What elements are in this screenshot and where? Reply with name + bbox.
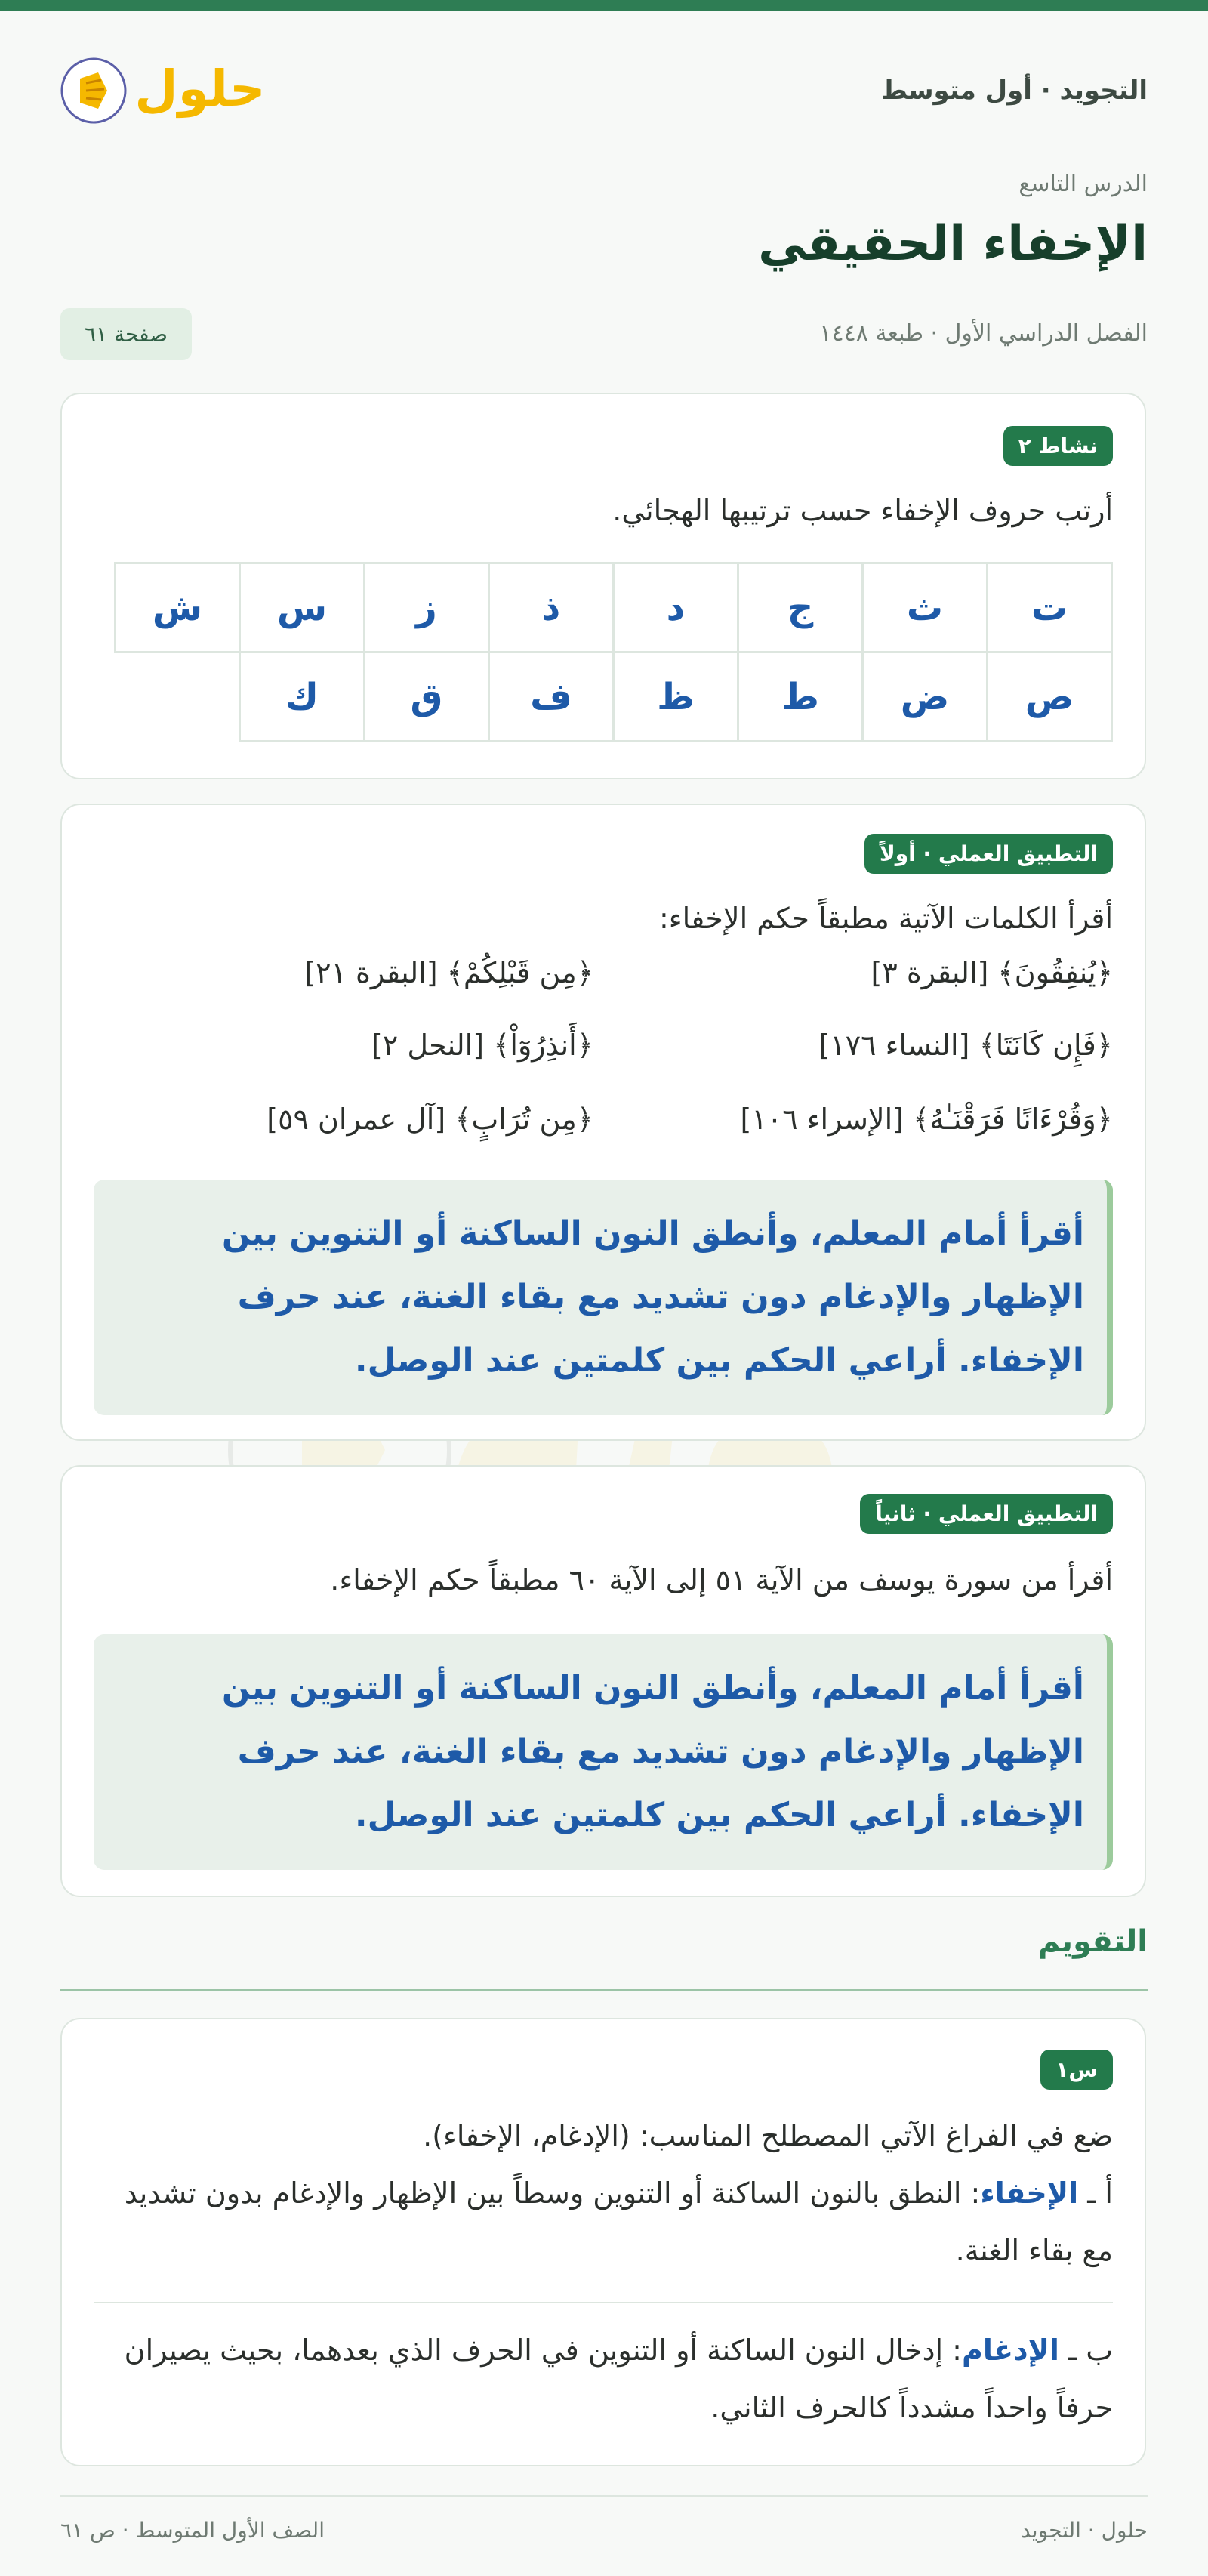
- practice-instruction: أقرأ من سورة يوسف من الآية ٥١ إلى الآية ٦٠ مطبقاً حكم الإخفاء.: [330, 1563, 1113, 1597]
- activity-card: [60, 393, 1146, 779]
- note-text: أقرأ أمام المعلم، وأنطق النون الساكنة أو التنوين بين الإظهار والإدغام دون تشديد مع بقاء الغنة، عند حرف الإخفاء. أراعي الحكم بين كلمتين عند الوصل.: [221, 1214, 1084, 1380]
- letter-cell: د: [614, 563, 738, 652]
- answer-divider: [94, 2302, 1113, 2303]
- example-item: ﴿يُنفِقُونَ﴾ [البقرة ٣]: [871, 956, 1113, 989]
- answer-a: [94, 2164, 1113, 2279]
- letter-cell: ج: [738, 563, 863, 652]
- answer-b: [94, 2321, 1113, 2436]
- question-badge: س١: [1040, 2050, 1113, 2090]
- letter-cell: ض: [863, 652, 988, 742]
- activity-badge: نشاط ٢: [1003, 426, 1113, 466]
- instruction-note: [94, 1634, 1113, 1870]
- letter-cell: س: [240, 563, 365, 652]
- page-number-badge: صفحة ٦١: [60, 308, 192, 360]
- letter-cell: ز: [365, 563, 489, 652]
- breadcrumb[interactable]: التجويد · أول متوسط: [880, 76, 1148, 106]
- logo-text: حلول: [134, 60, 266, 118]
- letter-cell: ك: [240, 652, 365, 742]
- answer-prefix: أ ـ: [1087, 2176, 1113, 2210]
- footer-site[interactable]: حلول · التجويد: [1021, 2518, 1148, 2543]
- empty-cell: [116, 652, 240, 742]
- answer-prefix: ب ـ: [1068, 2334, 1113, 2367]
- letter-cell: ذ: [489, 563, 614, 652]
- letter-cell: ف: [489, 652, 614, 742]
- letter-cell: ت: [988, 563, 1112, 652]
- page-title: الإخفاء الحقيقي: [758, 216, 1148, 272]
- answer-text: : إدخال النون الساكنة أو التنوين في الحرف الذي بعدهما، بحيث يصيران حرفاً واحداً مشدداً كالحرف الثاني.: [124, 2334, 1113, 2424]
- hulul-logo[interactable]: [60, 53, 272, 128]
- example-item: ﴿مِن قَبْلِكُمْ﴾ [البقرة ٢١]: [304, 956, 593, 989]
- lesson-number: الدرس التاسع: [1018, 171, 1148, 197]
- footer-divider: [60, 2495, 1148, 2497]
- question-prompt: ضع في الفراغ الآتي المصطلح المناسب: (الإدغام، الإخفاء).: [423, 2119, 1113, 2152]
- note-text: أقرأ أمام المعلم، وأنطق النون الساكنة أو التنوين بين الإظهار والإدغام دون تشديد مع بقاء الغنة، عند حرف الإخفاء. أراعي الحكم بين كلمتين عند الوصل.: [221, 1669, 1084, 1834]
- activity-instruction: أرتب حروف الإخفاء حسب ترتيبها الهجائي.: [612, 494, 1113, 527]
- practice-badge: التطبيق العملي · أولاً: [864, 834, 1113, 874]
- question-card: [60, 2018, 1146, 2466]
- letter-cell: ظ: [614, 652, 738, 742]
- example-item: ﴿أَنذِرُوٓاْ﴾ [النحل ٢]: [371, 1029, 593, 1062]
- example-item: ﴿وَقُرْءَانًا فَرَقْنَـٰهُ﴾ [الإسراء ١٠٦]: [740, 1103, 1113, 1136]
- example-item: ﴿مِن تُرَابٍ﴾ [آل عمران ٥٩]: [267, 1103, 593, 1136]
- letters-grid: [114, 562, 1113, 742]
- practice-card-second: [60, 1465, 1146, 1897]
- letter-cell: ش: [116, 563, 240, 652]
- letter-cell: ق: [365, 652, 489, 742]
- practice-badge: التطبيق العملي · ثانياً: [860, 1494, 1113, 1534]
- answer-term: الإدغام: [962, 2334, 1059, 2367]
- page-header: [60, 11, 1148, 121]
- example-item: ﴿فَإِن كَانَتَا﴾ [النساء ١٧٦]: [818, 1029, 1113, 1062]
- instruction-note: [94, 1180, 1113, 1415]
- top-accent-bar: [0, 0, 1208, 11]
- letters-row: [116, 652, 1112, 742]
- answer-text: : النطق بالنون الساكنة أو التنوين وسطاً بين الإظهار والإدغام بدون تشديد مع بقاء الغنة.: [124, 2176, 1113, 2267]
- answer-term: الإخفاء: [980, 2176, 1079, 2210]
- practice-card-first: [60, 804, 1146, 1441]
- section-divider: [60, 1989, 1148, 1991]
- lesson-meta: الفصل الدراسي الأول · طبعة ١٤٤٨: [819, 320, 1148, 347]
- section-title: التقويم: [1037, 1924, 1148, 1959]
- letter-cell: ث: [863, 563, 988, 652]
- footer-page-info: الصف الأول المتوسط · ص ٦١: [60, 2518, 325, 2543]
- letter-cell: ص: [988, 652, 1112, 742]
- letter-cell: ط: [738, 652, 863, 742]
- letters-row: [116, 563, 1112, 652]
- practice-instruction: أقرأ الكلمات الآتية مطبقاً حكم الإخفاء:: [658, 902, 1113, 935]
